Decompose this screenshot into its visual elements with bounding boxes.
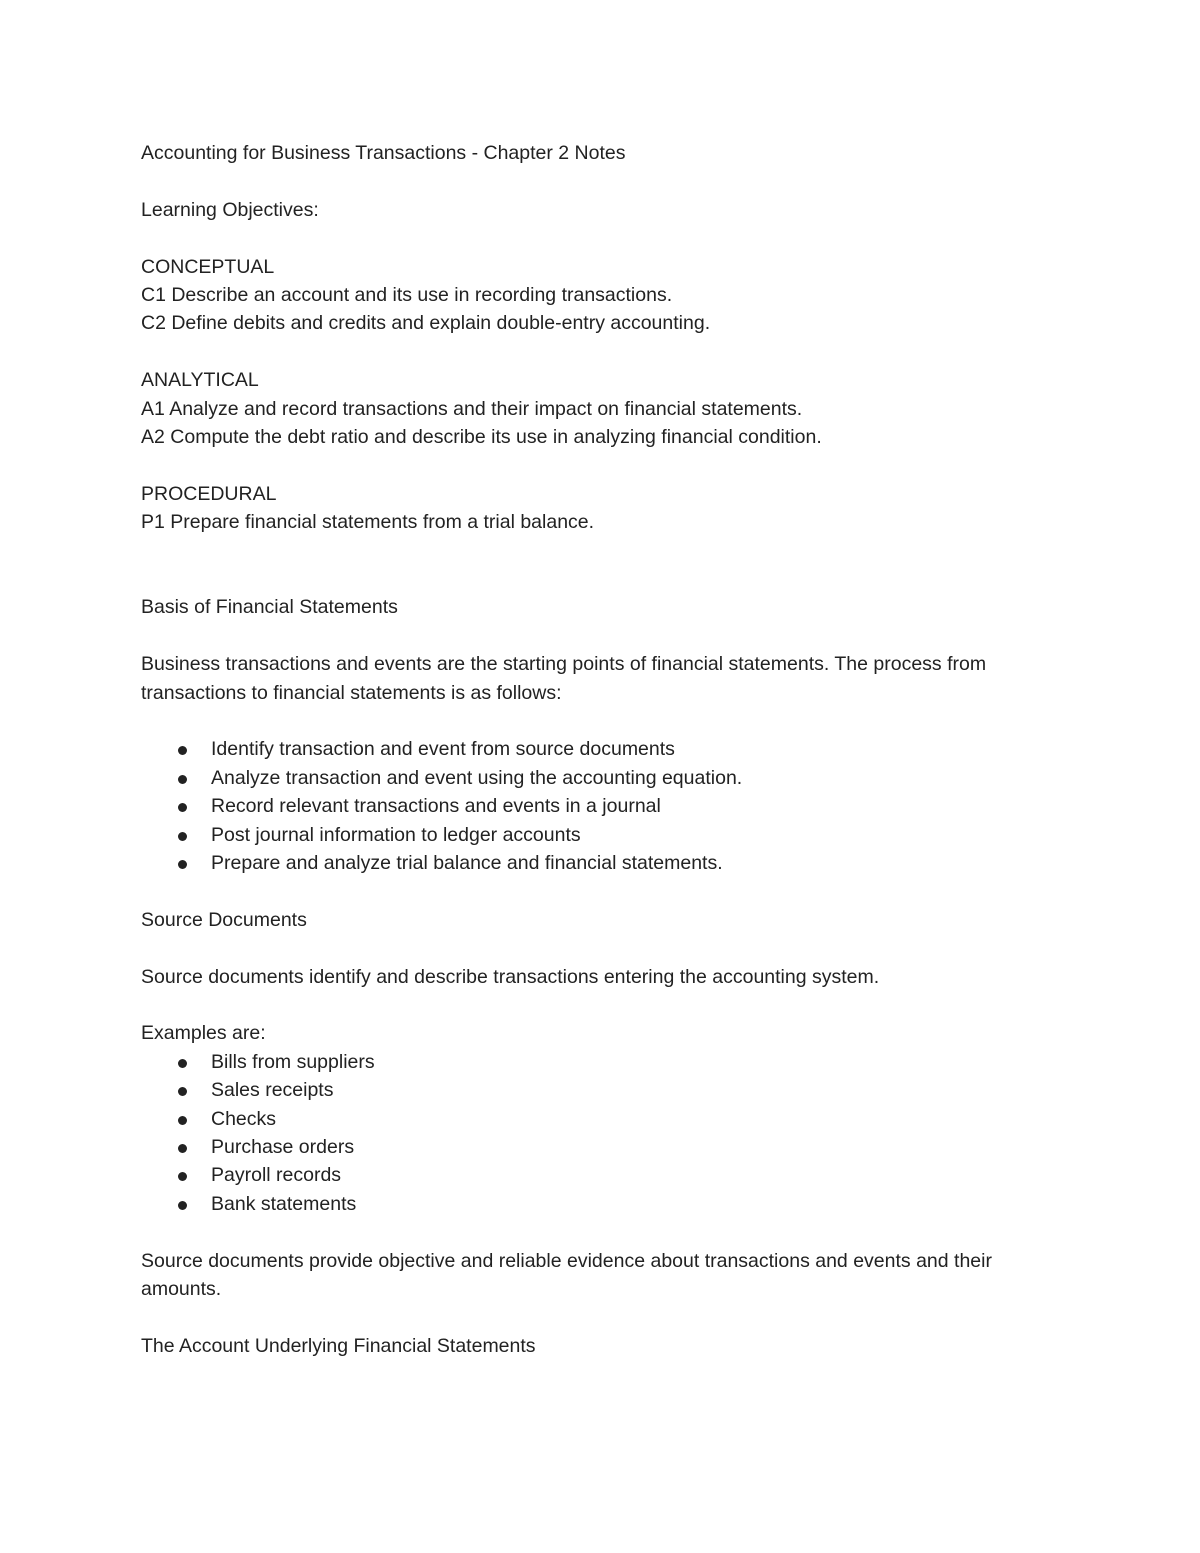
list-item-text: Analyze transaction and event using the accounting equation. [211,766,743,789]
bullet-icon [178,1059,187,1068]
source-documents-conclusion: Source documents provide objective and reliable evidence about transactions and events and their amounts. [141,1249,992,1301]
list-item-text: Payroll records [211,1164,342,1187]
list-item-text: Bank statements [211,1192,357,1215]
bullet-icon [178,1201,187,1210]
bullet-icon [178,775,187,784]
objective-p1: P1 Prepare financial statements from a trial balance. [141,511,595,534]
list-item [141,735,1041,763]
bullet-icon [178,1172,187,1181]
bullet-icon [178,803,187,812]
list-item [141,764,1041,792]
list-item [141,1076,1041,1104]
list-item-text: Sales receipts [211,1079,334,1102]
list-item [141,821,1041,849]
basis-heading: Basis of Financial Statements [141,596,398,619]
procedural-heading: PROCEDURAL [141,482,277,505]
list-item [141,792,1041,820]
list-item-text: Purchase orders [211,1136,355,1159]
account-section-heading: The Account Underlying Financial Statements [141,1334,536,1357]
learning-objectives-heading: Learning Objectives: [141,198,319,221]
analytical-heading: ANALYTICAL [141,369,259,392]
source-documents-heading: Source Documents [141,908,307,931]
list-item-text: Prepare and analyze trial balance and financial statements. [211,852,723,875]
objective-a2: A2 Compute the debt ratio and describe its use in analyzing financial condition. [141,426,822,449]
process-steps-list [141,735,1041,877]
list-item [141,1133,1041,1161]
list-item-text: Checks [211,1107,277,1130]
document-body [141,139,1041,1360]
list-item [141,1048,1041,1076]
objective-a1: A1 Analyze and record transactions and their impact on financial statements. [141,397,803,420]
bullet-icon [178,746,187,755]
list-item [141,1105,1041,1133]
list-item [141,1190,1041,1218]
list-item [141,849,1041,877]
examples-list [141,1048,1041,1218]
list-item-text: Identify transaction and event from source documents [211,738,675,761]
list-item-text: Bills from suppliers [211,1050,375,1073]
objective-c2: C2 Define debits and credits and explain double-entry accounting. [141,312,711,335]
bullet-icon [178,1144,187,1153]
examples-label: Examples are: [141,1022,266,1045]
list-item-text: Post journal information to ledger accounts [211,823,581,846]
bullet-icon [178,860,187,869]
list-item [141,1161,1041,1189]
objective-c1: C1 Describe an account and its use in recording transactions. [141,284,673,306]
bullet-icon [178,832,187,841]
basis-intro-paragraph: Business transactions and events are the starting points of financial statements. The process from transactions to financial statements is as follows: [141,653,987,704]
source-documents-description: Source documents identify and describe transactions entering the accounting system. [141,965,880,988]
bullet-icon [178,1116,187,1125]
list-item-text: Record relevant transactions and events in a journal [211,795,661,818]
document-title: Accounting for Business Transactions - Chapter 2 Notes [141,142,626,164]
bullet-icon [178,1087,187,1096]
conceptual-heading: CONCEPTUAL [141,255,275,278]
